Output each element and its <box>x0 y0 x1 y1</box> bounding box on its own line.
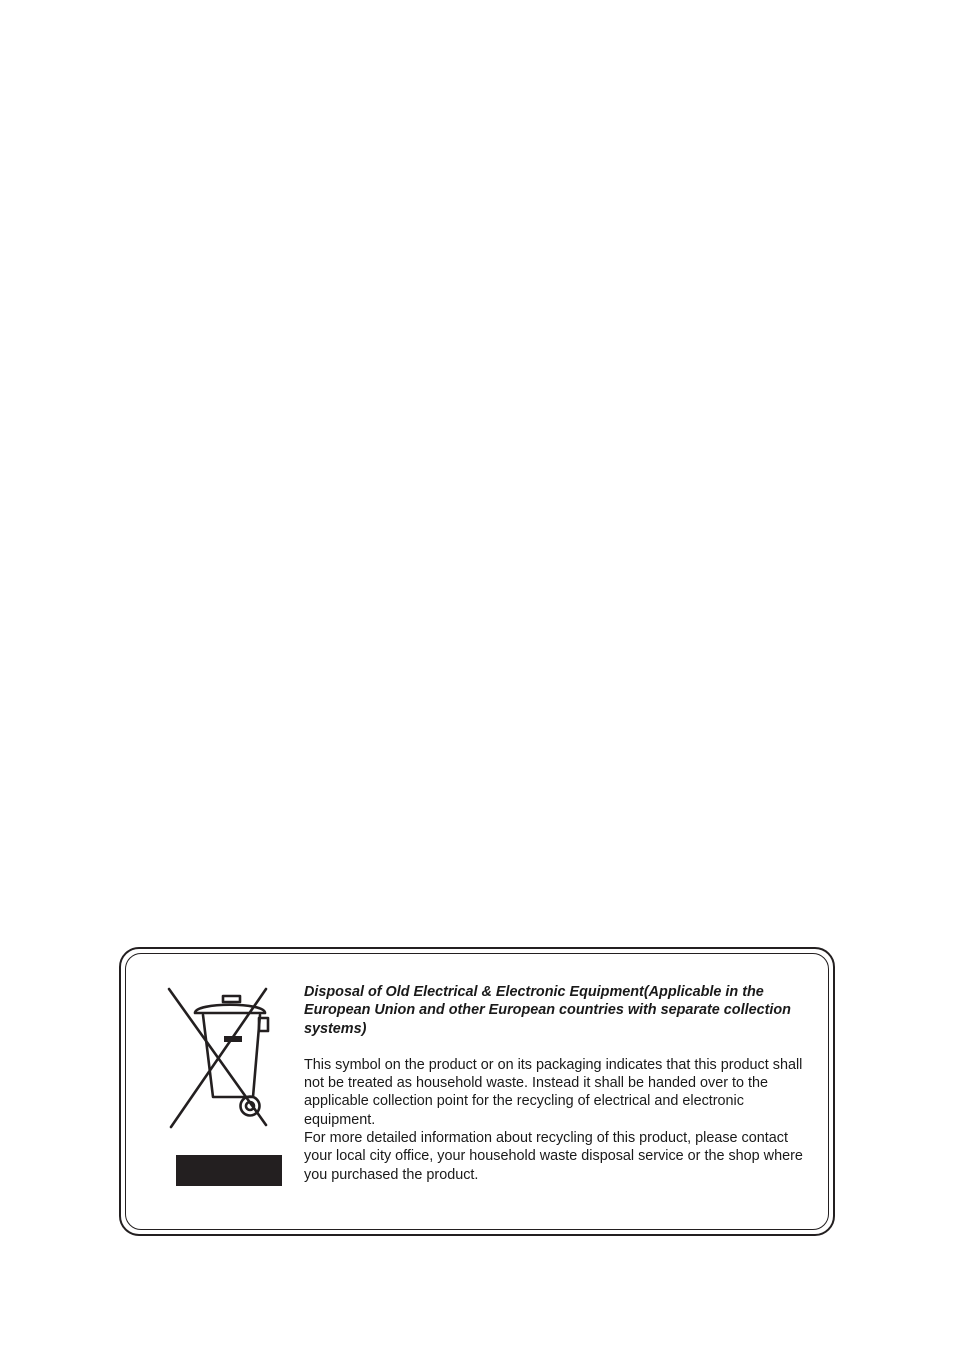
notice-paragraph-2: For more detailed information about recycling of this product, please contact your local city office, your household waste disposal service or the shop where you purchased the product. <box>304 1130 803 1183</box>
notice-text <box>304 983 804 1184</box>
notice-title: Disposal of Old Electrical & Electronic Equipment(Applicable in the European Union and other European countries with separate collection systems) <box>304 984 791 1037</box>
crossed-out-wheelie-bin-icon <box>165 985 275 1133</box>
notice-paragraph-1: This symbol on the product or on its packaging indicates that this product shall not be treated as household waste. Instead it shall be handed over to the applicable collection point for the recycling of electrical and electronic equipment. <box>304 1056 803 1128</box>
solid-black-bar <box>176 1155 282 1186</box>
